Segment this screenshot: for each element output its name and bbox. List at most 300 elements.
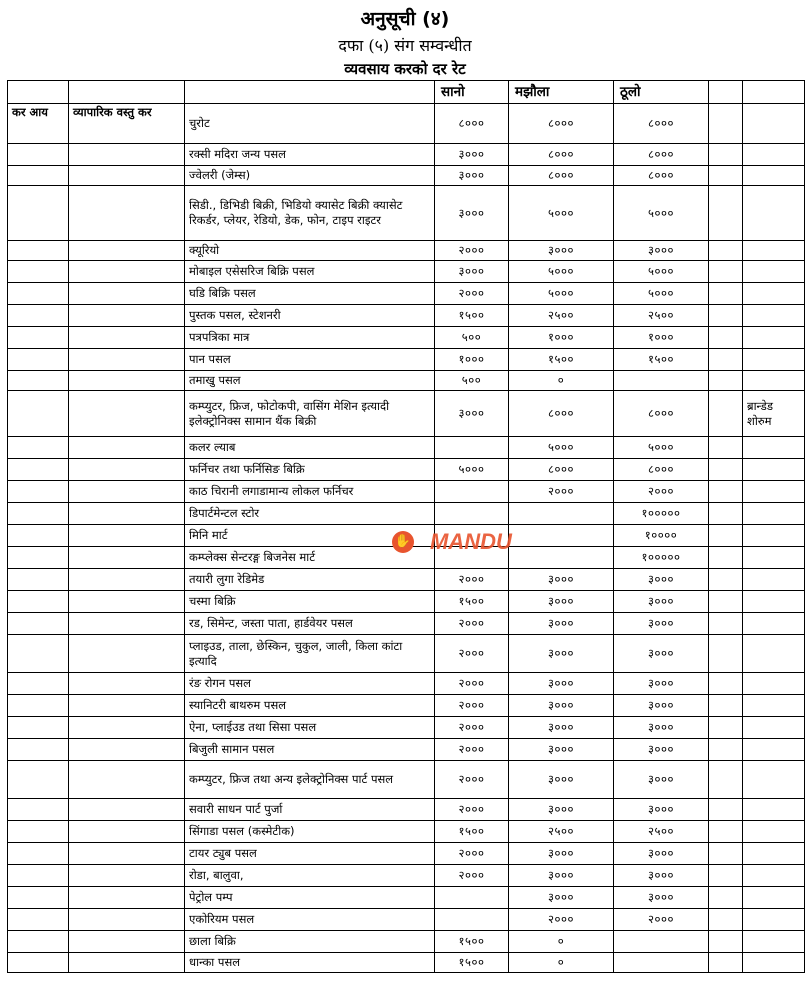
item-cell: कम्प्लेक्स सेन्टरङ्ग बिजनेस मार्ट — [185, 547, 435, 569]
large-rate-cell: ३००० — [614, 887, 709, 909]
spacer-cell — [709, 613, 743, 635]
spacer-cell — [709, 799, 743, 821]
small-rate-cell: ३००० — [435, 186, 509, 241]
medium-rate-cell: ३००० — [509, 739, 614, 761]
tax-income-cell — [8, 635, 69, 673]
medium-rate-cell: २००० — [509, 909, 614, 931]
large-rate-cell: ३००० — [614, 635, 709, 673]
tax-income-cell — [8, 327, 69, 349]
item-cell: रक्सी मदिरा जन्य पसल — [185, 144, 435, 166]
table-row — [8, 166, 805, 186]
large-rate-cell: ५००० — [614, 437, 709, 459]
remark-cell — [743, 547, 805, 569]
large-rate-cell: २५०० — [614, 305, 709, 327]
spacer-cell — [709, 635, 743, 673]
large-rate-cell: ३००० — [614, 569, 709, 591]
small-rate-cell: ५००० — [435, 459, 509, 481]
table-row — [8, 953, 805, 973]
table-row — [8, 865, 805, 887]
item-cell: कम्प्युटर, फ्रिज तथा अन्य इलेक्ट्रोनिक्स पार्ट पसल — [185, 761, 435, 799]
small-rate-cell: १००० — [435, 349, 509, 371]
spacer-cell — [709, 144, 743, 166]
tax-income-cell — [8, 909, 69, 931]
tax-income-cell — [8, 569, 69, 591]
spacer-cell — [709, 371, 743, 391]
table-row — [8, 481, 805, 503]
item-cell: तयारी लुगा रेडिमेड — [185, 569, 435, 591]
medium-rate-cell: ८००० — [509, 391, 614, 437]
large-rate-cell: ८००० — [614, 459, 709, 481]
table-row — [8, 761, 805, 799]
medium-rate-cell: ३००० — [509, 613, 614, 635]
large-rate-cell: ५००० — [614, 261, 709, 283]
tax-income-cell: कर आय — [8, 104, 69, 144]
small-rate-cell: ३००० — [435, 144, 509, 166]
medium-rate-cell: ० — [509, 953, 614, 973]
table-row — [8, 821, 805, 843]
remark-cell — [743, 591, 805, 613]
medium-rate-cell: ३००० — [509, 241, 614, 261]
spacer-cell — [709, 717, 743, 739]
spacer-cell — [709, 865, 743, 887]
remark-cell — [743, 931, 805, 953]
medium-rate-cell: १५०० — [509, 349, 614, 371]
business-goods-cell — [69, 144, 185, 166]
remark-cell — [743, 635, 805, 673]
table-body — [8, 81, 805, 973]
medium-rate-cell: ३००० — [509, 799, 614, 821]
small-rate-cell — [435, 437, 509, 459]
item-cell: ऐना, प्लाईउड तथा सिसा पसल — [185, 717, 435, 739]
header-cell-empty — [743, 81, 805, 104]
medium-rate-cell: २००० — [509, 481, 614, 503]
item-cell: रंङ रोगन पसल — [185, 673, 435, 695]
hand-icon: ✋ — [392, 531, 414, 553]
tax-income-cell — [8, 673, 69, 695]
spacer-cell — [709, 166, 743, 186]
tax-income-cell — [8, 821, 69, 843]
item-cell: ज्वेलरी (जेम्स) — [185, 166, 435, 186]
tax-income-cell — [8, 166, 69, 186]
large-rate-cell: ८००० — [614, 104, 709, 144]
remark-cell — [743, 673, 805, 695]
remark-cell — [743, 166, 805, 186]
remark-cell — [743, 283, 805, 305]
item-cell: रड, सिमेन्ट, जस्ता पाता, हार्डवेयर पसल — [185, 613, 435, 635]
remark-cell — [743, 695, 805, 717]
business-goods-cell — [69, 821, 185, 843]
medium-rate-cell: ३००० — [509, 865, 614, 887]
spacer-cell — [709, 525, 743, 547]
small-rate-cell: २००० — [435, 569, 509, 591]
table-row — [8, 261, 805, 283]
header-cell-empty — [8, 81, 69, 104]
business-goods-cell — [69, 391, 185, 437]
table-row — [8, 887, 805, 909]
business-goods-cell — [69, 761, 185, 799]
item-cell: बिजुली सामान पसल — [185, 739, 435, 761]
remark-cell — [743, 821, 805, 843]
small-rate-cell: १५०० — [435, 821, 509, 843]
tax-income-cell — [8, 695, 69, 717]
small-rate-cell: १५०० — [435, 953, 509, 973]
spacer-cell — [709, 503, 743, 525]
spacer-cell — [709, 305, 743, 327]
small-rate-cell: २००० — [435, 739, 509, 761]
business-goods-cell — [69, 525, 185, 547]
tax-income-cell — [8, 547, 69, 569]
business-goods-cell — [69, 695, 185, 717]
spacer-cell — [709, 391, 743, 437]
tax-income-cell — [8, 799, 69, 821]
business-goods-cell — [69, 327, 185, 349]
spacer-cell — [709, 241, 743, 261]
large-rate-cell — [614, 953, 709, 973]
large-rate-cell: १०००० — [614, 525, 709, 547]
large-rate-cell — [614, 371, 709, 391]
medium-rate-cell: ३००० — [509, 695, 614, 717]
table-row — [8, 909, 805, 931]
spacer-cell — [709, 673, 743, 695]
medium-rate-cell: ५००० — [509, 186, 614, 241]
small-rate-cell: १५०० — [435, 931, 509, 953]
remark-cell — [743, 717, 805, 739]
medium-rate-cell: १००० — [509, 327, 614, 349]
medium-rate-cell: ५००० — [509, 283, 614, 305]
medium-rate-cell: ० — [509, 931, 614, 953]
tax-income-cell — [8, 525, 69, 547]
small-rate-cell: २००० — [435, 283, 509, 305]
spacer-cell — [709, 739, 743, 761]
tax-income-cell — [8, 613, 69, 635]
large-rate-cell: ३००० — [614, 695, 709, 717]
small-rate-cell: २००० — [435, 799, 509, 821]
table-row — [8, 673, 805, 695]
large-rate-cell: ३००० — [614, 591, 709, 613]
medium-rate-cell — [509, 525, 614, 547]
large-rate-cell: ८००० — [614, 391, 709, 437]
medium-rate-cell: २५०० — [509, 821, 614, 843]
small-rate-cell: २००० — [435, 843, 509, 865]
medium-rate-cell: ३००० — [509, 717, 614, 739]
small-rate-cell: २००० — [435, 717, 509, 739]
spacer-cell — [709, 909, 743, 931]
business-goods-cell — [69, 591, 185, 613]
remark-cell — [743, 569, 805, 591]
small-rate-cell — [435, 887, 509, 909]
large-rate-cell: ५००० — [614, 283, 709, 305]
table-row — [8, 327, 805, 349]
remark-cell — [743, 909, 805, 931]
large-rate-cell: ८००० — [614, 166, 709, 186]
business-goods-cell — [69, 186, 185, 241]
table-row — [8, 843, 805, 865]
spacer-cell — [709, 327, 743, 349]
item-cell: कलर ल्याब — [185, 437, 435, 459]
table-row — [8, 717, 805, 739]
remark-cell — [743, 459, 805, 481]
item-cell: फर्निचर तथा फर्निसिङ बिक्रि — [185, 459, 435, 481]
small-rate-cell — [435, 481, 509, 503]
large-rate-cell: १००० — [614, 327, 709, 349]
item-cell: प्लाइउड, ताला, छेस्किन, चुकुल, जाली, किला कांटा इत्यादि — [185, 635, 435, 673]
remark-cell — [743, 144, 805, 166]
table-row — [8, 739, 805, 761]
tax-income-cell — [8, 371, 69, 391]
remark-cell — [743, 437, 805, 459]
large-rate-cell: ३००० — [614, 739, 709, 761]
spacer-cell — [709, 569, 743, 591]
medium-rate-cell: ३००० — [509, 635, 614, 673]
spacer-cell — [709, 887, 743, 909]
header-row — [8, 81, 805, 104]
medium-rate-cell: ३००० — [509, 887, 614, 909]
item-cell: छाला बिक्रि — [185, 931, 435, 953]
large-rate-cell: १५०० — [614, 349, 709, 371]
large-rate-cell: ३००० — [614, 843, 709, 865]
medium-rate-cell: ३००० — [509, 591, 614, 613]
business-goods-cell — [69, 283, 185, 305]
business-goods-cell — [69, 437, 185, 459]
table-row — [8, 391, 805, 437]
header-cell-empty — [709, 81, 743, 104]
business-goods-cell — [69, 931, 185, 953]
spacer-cell — [709, 349, 743, 371]
tax-income-cell — [8, 739, 69, 761]
medium-rate-cell: ३००० — [509, 843, 614, 865]
table-row — [8, 503, 805, 525]
large-rate-cell: २००० — [614, 909, 709, 931]
tax-rate-table — [7, 80, 805, 973]
table-row — [8, 144, 805, 166]
table-row — [8, 459, 805, 481]
small-rate-cell: २००० — [435, 241, 509, 261]
small-rate-cell: २००० — [435, 613, 509, 635]
large-rate-cell: १००००० — [614, 547, 709, 569]
business-goods-cell — [69, 887, 185, 909]
column-header-large: ठूलो — [614, 81, 709, 104]
medium-rate-cell — [509, 547, 614, 569]
item-cell: रोडा, बालुवा, — [185, 865, 435, 887]
table-row — [8, 591, 805, 613]
remark-cell — [743, 865, 805, 887]
large-rate-cell: ८००० — [614, 144, 709, 166]
remark-cell — [743, 241, 805, 261]
tax-income-cell — [8, 717, 69, 739]
remark-cell — [743, 525, 805, 547]
spacer-cell — [709, 761, 743, 799]
tax-income-cell — [8, 953, 69, 973]
item-cell: कम्प्युटर, फ्रिज, फोटोकपी, वासिंग मेशिन इत्यादी इलेक्ट्रोनिक्स सामान थैंक बिक्री — [185, 391, 435, 437]
spacer-cell — [709, 459, 743, 481]
small-rate-cell: ३००० — [435, 391, 509, 437]
spacer-cell — [709, 186, 743, 241]
remark-cell — [743, 739, 805, 761]
item-cell: एकोरियम पसल — [185, 909, 435, 931]
item-cell: घडि बिक्रि पसल — [185, 283, 435, 305]
small-rate-cell: २००० — [435, 695, 509, 717]
item-cell: सिंगाडा पसल (कस्मेटीक) — [185, 821, 435, 843]
spacer-cell — [709, 283, 743, 305]
remark-cell — [743, 613, 805, 635]
small-rate-cell: ३००० — [435, 166, 509, 186]
table-row — [8, 695, 805, 717]
tax-income-cell — [8, 349, 69, 371]
small-rate-cell — [435, 909, 509, 931]
business-goods-cell — [69, 613, 185, 635]
large-rate-cell: २००० — [614, 481, 709, 503]
large-rate-cell: ५००० — [614, 186, 709, 241]
remark-cell — [743, 503, 805, 525]
business-goods-cell — [69, 547, 185, 569]
remark-cell — [743, 481, 805, 503]
medium-rate-cell: ३००० — [509, 761, 614, 799]
business-goods-cell — [69, 673, 185, 695]
large-rate-cell: ३००० — [614, 241, 709, 261]
medium-rate-cell: ० — [509, 371, 614, 391]
business-goods-cell — [69, 371, 185, 391]
item-cell: सिडी., डिभिडी बिक्री, भिडियो क्यासेट बिक्री क्यासेट रिकर्डर, प्लेयर, रेडियो, डेक, फोन, टाइप राइटर — [185, 186, 435, 241]
page-subtitle: दफा (५) संग सम्वन्धीत — [338, 36, 472, 55]
tax-income-cell — [8, 305, 69, 327]
item-cell: स्यानिटरी बाथरुम पसल — [185, 695, 435, 717]
small-rate-cell: ५०० — [435, 371, 509, 391]
remark-cell — [743, 349, 805, 371]
medium-rate-cell: २५०० — [509, 305, 614, 327]
tax-income-cell — [8, 503, 69, 525]
tax-income-cell — [8, 144, 69, 166]
medium-rate-cell: ३००० — [509, 673, 614, 695]
watermark-text: MANDU — [430, 529, 512, 554]
large-rate-cell: ३००० — [614, 799, 709, 821]
column-header-small: सानो — [435, 81, 509, 104]
large-rate-cell: ३००० — [614, 761, 709, 799]
business-goods-cell — [69, 459, 185, 481]
business-goods-cell — [69, 843, 185, 865]
table-row — [8, 635, 805, 673]
spacer-cell — [709, 843, 743, 865]
tax-income-cell — [8, 261, 69, 283]
remark-cell — [743, 371, 805, 391]
remark-cell — [743, 761, 805, 799]
business-goods-cell — [69, 739, 185, 761]
business-goods-cell — [69, 953, 185, 973]
small-rate-cell — [435, 547, 509, 569]
remark-cell — [743, 186, 805, 241]
tax-income-cell — [8, 865, 69, 887]
item-cell: क्यूरियो — [185, 241, 435, 261]
item-cell: मोबाइल एसेसरिज बिक्रि पसल — [185, 261, 435, 283]
remark-cell — [743, 843, 805, 865]
medium-rate-cell: ८००० — [509, 459, 614, 481]
table-row — [8, 799, 805, 821]
spacer-cell — [709, 591, 743, 613]
item-cell: चस्मा बिक्रि — [185, 591, 435, 613]
table-row — [8, 241, 805, 261]
large-rate-cell — [614, 931, 709, 953]
tax-income-cell — [8, 887, 69, 909]
tax-income-cell — [8, 761, 69, 799]
item-cell: पुस्तक पसल, स्टेशनरी — [185, 305, 435, 327]
tax-income-cell — [8, 283, 69, 305]
table-row — [8, 305, 805, 327]
large-rate-cell: ३००० — [614, 717, 709, 739]
large-rate-cell: २५०० — [614, 821, 709, 843]
item-cell: डिपार्टमेन्टल स्टोर — [185, 503, 435, 525]
remark-cell — [743, 953, 805, 973]
business-goods-cell — [69, 503, 185, 525]
small-rate-cell: ५०० — [435, 327, 509, 349]
medium-rate-cell: ५००० — [509, 261, 614, 283]
business-goods-cell — [69, 261, 185, 283]
business-goods-cell — [69, 481, 185, 503]
business-goods-cell — [69, 635, 185, 673]
tax-income-cell — [8, 931, 69, 953]
table-row — [8, 283, 805, 305]
spacer-cell — [709, 104, 743, 144]
column-header-medium: मझौला — [509, 81, 614, 104]
table-row — [8, 104, 805, 144]
tax-income-cell — [8, 241, 69, 261]
item-cell: मिनि मार्ट — [185, 525, 435, 547]
spacer-cell — [709, 547, 743, 569]
tax-income-cell — [8, 481, 69, 503]
small-rate-cell: ३००० — [435, 261, 509, 283]
large-rate-cell: ३००० — [614, 865, 709, 887]
item-cell: पान पसल — [185, 349, 435, 371]
business-goods-cell — [69, 349, 185, 371]
remark-cell — [743, 104, 805, 144]
table-row — [8, 931, 805, 953]
spacer-cell — [709, 261, 743, 283]
business-goods-cell — [69, 717, 185, 739]
remark-cell — [743, 799, 805, 821]
business-goods-cell — [69, 569, 185, 591]
large-rate-cell: ३००० — [614, 673, 709, 695]
table-row — [8, 569, 805, 591]
business-goods-cell: व्यापारिक वस्तु कर — [69, 104, 185, 144]
remark-cell: ब्रान्डेड शोरुम — [743, 391, 805, 437]
tax-income-cell — [8, 186, 69, 241]
medium-rate-cell: ५००० — [509, 437, 614, 459]
small-rate-cell: २००० — [435, 673, 509, 695]
table-row — [8, 371, 805, 391]
spacer-cell — [709, 953, 743, 973]
remark-cell — [743, 261, 805, 283]
medium-rate-cell: ८००० — [509, 104, 614, 144]
item-cell: सवारी साधन पार्ट पुर्जा — [185, 799, 435, 821]
table-row — [8, 525, 805, 547]
small-rate-cell — [435, 525, 509, 547]
business-goods-cell — [69, 799, 185, 821]
item-cell: काठ चिरानी लगाडामान्य लोकल फर्निचर — [185, 481, 435, 503]
business-goods-cell — [69, 241, 185, 261]
small-rate-cell — [435, 503, 509, 525]
small-rate-cell: २००० — [435, 865, 509, 887]
spacer-cell — [709, 481, 743, 503]
table-row — [8, 547, 805, 569]
business-goods-cell — [69, 865, 185, 887]
spacer-cell — [709, 821, 743, 843]
business-goods-cell — [69, 305, 185, 327]
medium-rate-cell: ३००० — [509, 569, 614, 591]
large-rate-cell: १००००० — [614, 503, 709, 525]
medium-rate-cell — [509, 503, 614, 525]
item-cell: पेट्रोल पम्प — [185, 887, 435, 909]
tax-income-cell — [8, 459, 69, 481]
small-rate-cell: ८००० — [435, 104, 509, 144]
item-cell: पत्रपत्रिका मात्र — [185, 327, 435, 349]
